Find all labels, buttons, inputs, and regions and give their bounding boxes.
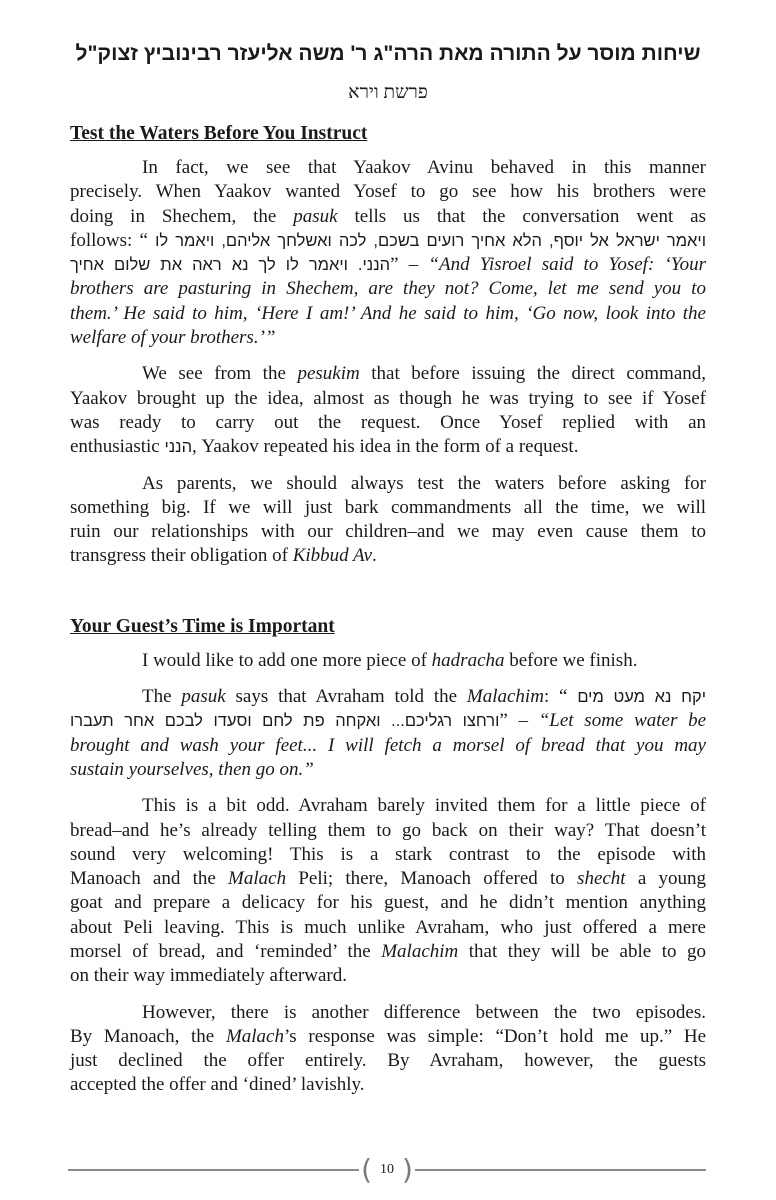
text-line [70,156,706,180]
text-run: ’s response was simple: “Don’t hold me up.” He [283,1025,706,1047]
book-title: שיחות מוסר על התורה מאת הרה"ג ר' משה אליעזר רבינוביץ זצוק"ל [75,42,701,65]
text-run: The [142,686,182,708]
text-run: . [372,545,377,567]
text-run: before we finish. [504,649,638,671]
text-run: sound very welcoming! This is a stark contrast to the episode with [70,843,706,865]
hebrew-quote: ורחצו רגליכם... ואקחה פת לחם וסעדו לבכם אחר תעברו [70,712,500,731]
paragraph [70,649,706,673]
text-run: accepted the offer and ‘dined’ lavishly. [70,1074,365,1096]
italic-text: them.’ He said to him, ‘Here I am!’ And he said to him, ‘Go now, look into the [70,302,706,324]
italic-text: shecht [577,868,626,890]
italic-text: brothers are pasturing in Shechem, are they not? Come, let me send you to [70,278,706,300]
text-line [70,1001,706,1025]
text-run: ruin our relationships with our children–and we may even cause them to [70,521,706,543]
text-run: Manoach and the [70,868,229,890]
text-line [70,940,706,964]
section-heading: Your Guest’s Time is Important [70,615,335,637]
italic-text: Malach [225,1025,284,1047]
paragraph [70,362,706,459]
text-run: transgress their obligation of [70,545,293,567]
text-line [70,411,706,435]
text-line [70,709,706,733]
text-run: about Peli leaving. This is much unlike Avraham, who just offered a mere [70,916,706,938]
text-run: By Manoach, the [70,1025,226,1047]
text-line [70,277,706,301]
text-run: just declined the offer entirely. By Avraham, however, the guests [70,1050,706,1072]
italic-text: Kibbud Av [292,545,373,567]
parsha-title: פרשת וירא [348,82,428,104]
left-bracket-ornament: ( [361,1153,372,1186]
text-run: Yaakov brought up the idea, almost as though he was trying to see if Yosef [70,387,706,409]
text-line [70,1073,706,1097]
section [70,613,706,1098]
text-run: This is a bit odd. Avraham barely invited them for a little piece of [142,795,706,817]
paragraph [70,794,706,988]
text-run: follows: “ [70,229,156,251]
italic-text: “And Yisroel said to Yosef: ‘Your [428,254,707,276]
text-run: ” – [499,710,539,732]
text-run: Peli; there, Manoach offered to [286,868,578,890]
text-line [70,253,706,277]
text-line [70,758,706,782]
text-line [70,916,706,940]
italic-text: “Let some water be [538,710,706,732]
text-line [70,891,706,915]
text-line [70,1049,706,1073]
paragraph [70,1001,706,1098]
paragraph [70,156,706,350]
text-run: that they will be able to go [458,941,706,962]
italic-text: pasuk [293,205,338,227]
text-run: enthusiastic [70,436,165,458]
text-line [70,472,706,496]
text-run: , Yaakov repeated his idea in the form of a request. [192,436,579,458]
text-line [70,180,706,204]
text-line [70,734,706,758]
footer-rule-left [68,1169,359,1171]
text-line [70,649,706,673]
text-run: tells us that the conversation went as [337,205,706,227]
text-run: was ready to carry out the request. Once Yosef replied with an [70,411,706,433]
paragraph [70,472,706,569]
text-line [70,362,706,386]
hebrew-quote: ויאמר ישראל אל יוסף, הלא אחיך רועים בשכם, לכה ואשלחך אליהם, ויאמר לו [155,231,706,250]
italic-text: brought and wash your feet... I will fetch a morsel of bread that you may [70,734,706,756]
text-line [70,843,706,867]
text-line [70,964,706,988]
text-line [70,544,706,568]
text-line [70,387,706,411]
text-run: ” – [390,254,429,276]
footer-rule-right [415,1169,706,1171]
text-run: We see from the [142,363,298,385]
text-run: says that Avraham told the [225,686,467,708]
right-bracket-ornament: ) [402,1153,413,1186]
text-run: morsel of bread, and ‘reminded’ the [70,941,382,962]
section-heading: Test the Waters Before You Instruct [70,122,368,144]
italic-text: Malach [228,868,287,890]
italic-text: pasuk [181,686,226,708]
hebrew-quote: הנני [164,438,193,457]
italic-text: pesukim [297,363,360,385]
text-run: In fact, we see that Yaakov Avinu behaved in this manner [142,156,706,178]
text-run: precisely. When Yaakov wanted Yosef to go see how his brothers were [70,181,706,203]
text-line [70,302,706,326]
italic-text: sustain yourselves, then go on.” [70,758,314,780]
italic-text: Malachim [381,941,459,962]
text-run: bread–and he’s already telling them to go back on their way? That doesn’t [70,819,706,841]
text-run: something big. If we will just bark commandments all the time, we will [70,496,706,518]
italic-text: hadracha [431,649,505,671]
text-line [70,794,706,818]
text-run: goat and prepare a delicacy for his guest, and he didn’t mention anything [70,892,706,914]
text-line [70,1025,706,1049]
text-line [70,205,706,229]
paragraph [70,685,706,782]
text-line [70,229,706,253]
text-line [70,435,706,459]
text-line [70,685,706,709]
text-line [70,867,706,891]
italic-text: Malachim [466,686,544,708]
hebrew-quote: הנני. ויאמר לו לך נא ראה את שלום אחיך [70,256,391,275]
page-number: 10 [380,1162,394,1177]
text-run: As parents, we should always test the waters before asking for [142,472,706,494]
text-run: a young [625,868,706,890]
text-run: doing in Shechem, the [70,205,294,227]
text-run: : “ [543,686,578,708]
hebrew-quote: יקח נא מעט מים [577,688,706,707]
text-line [70,819,706,843]
italic-text: welfare of your brothers.’” [70,327,276,349]
text-run: I would like to add one more piece of [142,649,432,671]
text-run: that before issuing the direct command, [359,363,707,385]
page-content [70,120,706,1110]
page-footer [68,1150,706,1190]
text-line [70,326,706,350]
text-run: on their way immediately afterward. [70,965,347,987]
text-line [70,520,706,544]
text-run: However, there is another difference between the two episodes. [142,1001,706,1023]
text-line [70,496,706,520]
section [70,120,706,569]
